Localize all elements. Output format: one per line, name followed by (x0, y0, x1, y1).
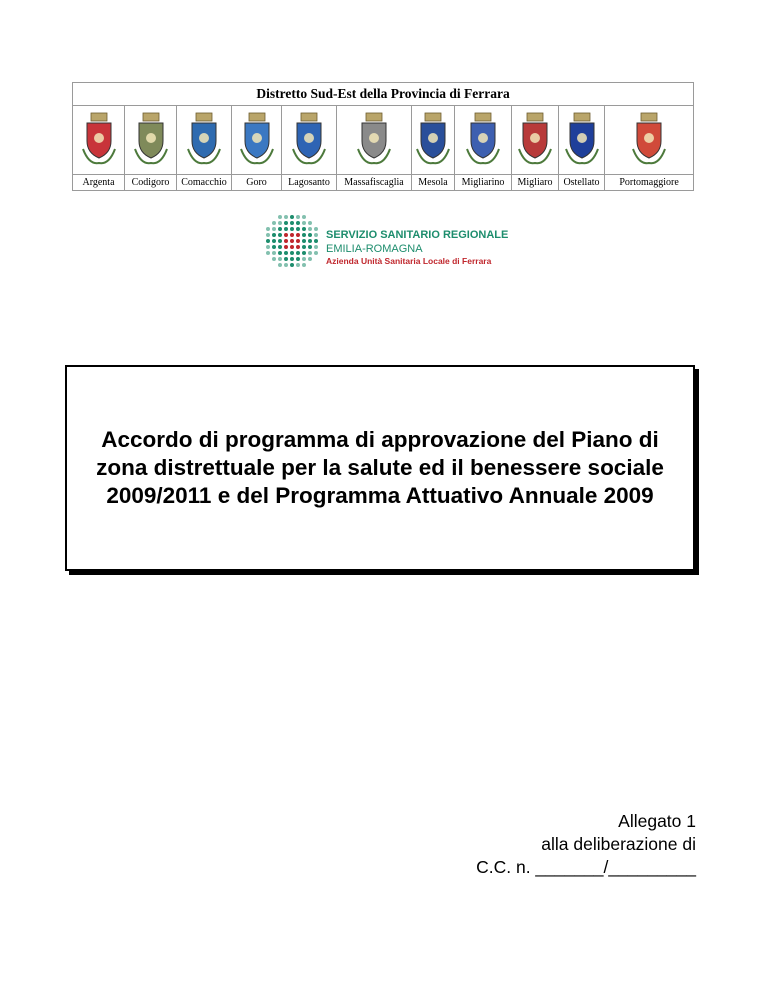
title-box (65, 365, 695, 571)
municipality-name: Lagosanto (282, 175, 337, 191)
logo-line-2: EMILIA-ROMAGNA (326, 243, 423, 255)
crest-cell (177, 106, 232, 175)
crest-cell (337, 106, 412, 175)
district-title: Distretto Sud-Est della Provincia di Ferrara (73, 83, 694, 106)
crest-cell (455, 106, 512, 175)
massafiscaglia-crest-icon (354, 111, 394, 169)
municipality-name: Comacchio (177, 175, 232, 191)
logo-line-1: SERVIZIO SANITARIO REGIONALE (326, 229, 509, 241)
municipality-name: Massafiscaglia (337, 175, 412, 191)
crest-row (73, 106, 694, 175)
municipality-name: Ostellato (559, 175, 605, 191)
mesola-crest-icon (413, 111, 453, 169)
crest-cell (559, 106, 605, 175)
crest-cell (282, 106, 337, 175)
argenta-crest-icon (79, 111, 119, 169)
comacchio-crest-icon (184, 111, 224, 169)
goro-crest-icon (237, 111, 277, 169)
crest-cell (125, 106, 177, 175)
attachment-line-1: Allegato 1 (618, 811, 696, 831)
portomaggiore-crest-icon (629, 111, 669, 169)
municipality-name: Portomaggiore (605, 175, 694, 191)
municipality-name: Migliaro (512, 175, 559, 191)
municipality-name-row (73, 175, 694, 191)
migliarino-crest-icon (463, 111, 503, 169)
attachment-line-2: alla deliberazione di (541, 834, 696, 854)
crest-cell (605, 106, 694, 175)
logo-line-3: Azienda Unità Sanitaria Locale di Ferrara (326, 256, 492, 266)
document-title: Accordo di programma di approvazione del Piano di zona distrettuale per la salute ed il benessere sociale 2009/2011 e del Programma Attuativo Annuale 2009 (96, 427, 664, 508)
ssr-logo (264, 214, 524, 268)
ostellato-crest-icon (562, 111, 602, 169)
crest-cell (232, 106, 282, 175)
municipalities-table (72, 82, 694, 191)
municipality-name: Migliarino (455, 175, 512, 191)
crest-cell (73, 106, 125, 175)
attachment-block (476, 810, 696, 879)
attachment-line-3: C.C. n. _______/_________ (476, 857, 696, 877)
ssr-dots-icon (264, 214, 320, 268)
municipality-name: Codigoro (125, 175, 177, 191)
municipality-name: Argenta (73, 175, 125, 191)
municipality-name: Mesola (412, 175, 455, 191)
crest-cell (512, 106, 559, 175)
lagosanto-crest-icon (289, 111, 329, 169)
codigoro-crest-icon (131, 111, 171, 169)
migliaro-crest-icon (515, 111, 555, 169)
crest-cell (412, 106, 455, 175)
municipality-name: Goro (232, 175, 282, 191)
